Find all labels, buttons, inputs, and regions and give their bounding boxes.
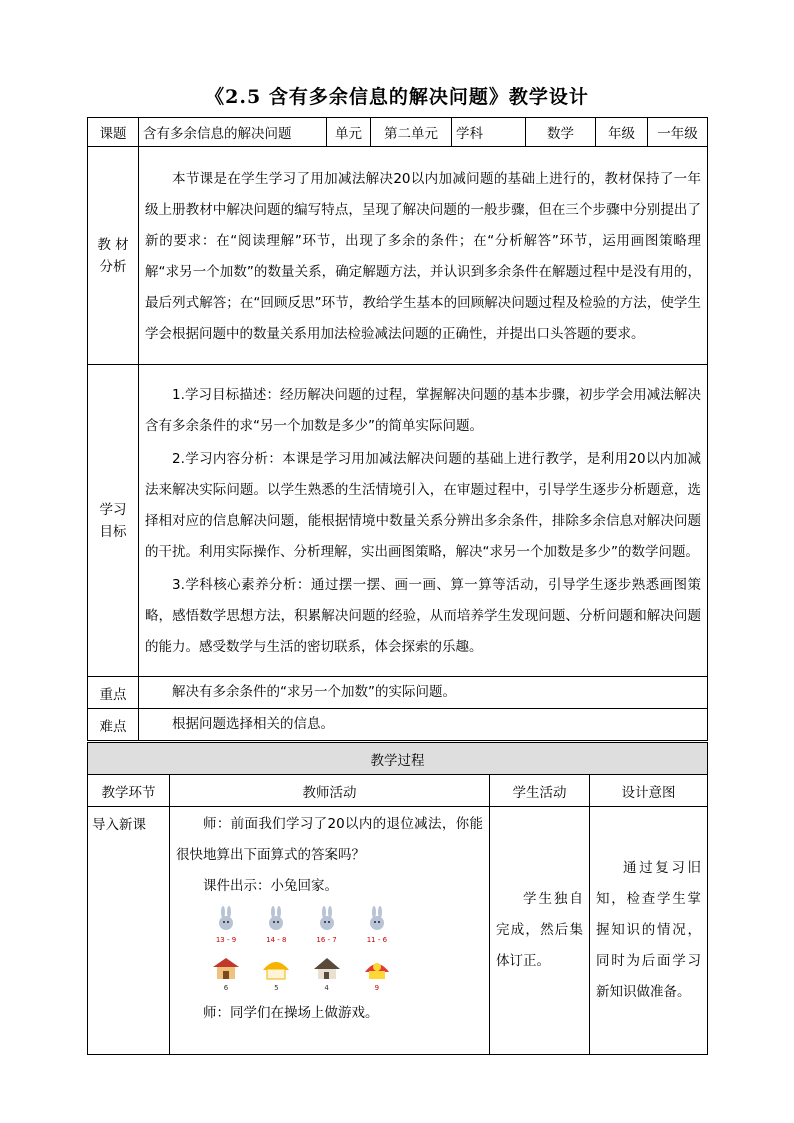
design-text: 通过复习旧知，检查学生掌握知识的情况，同时为后面学习新知识做准备。 <box>596 860 701 1000</box>
rabbit-icon <box>314 906 340 932</box>
student-cell <box>490 807 590 1055</box>
house-card <box>206 956 246 992</box>
teacher-line-3: 师：同学们在操场上做游戏。 <box>203 1005 379 1021</box>
teacher-cell <box>170 807 490 1055</box>
grade-value: 一年级 <box>648 118 708 147</box>
house-label: 5 <box>274 984 279 992</box>
col-design: 设计意图 <box>590 775 708 807</box>
design-cell <box>590 807 708 1055</box>
difficulty-label: 难点 <box>88 709 139 741</box>
subject-value: 数学 <box>526 118 596 147</box>
rabbit-card <box>256 906 296 944</box>
info-table <box>87 117 708 741</box>
col-student: 学生活动 <box>490 775 590 807</box>
house-label: 9 <box>374 984 380 992</box>
rabbit-card <box>206 906 246 944</box>
rabbit-label: 16 - 7 <box>316 936 337 944</box>
col-stage: 教学环节 <box>88 775 170 807</box>
rabbit-label: 13 - 9 <box>215 936 237 944</box>
house-card <box>307 956 347 992</box>
house-icon <box>362 956 392 980</box>
rabbit-icon <box>263 906 289 932</box>
goal-item: 1.学习目标描述：经历解决问题的过程，掌握解决问题的基本步骤，初步学会用减法解决含有多余条件的求“另一个加数是多少”的简单实际问题。 <box>145 387 701 434</box>
rabbit-label: 14 - 8 <box>266 936 287 944</box>
process-header: 教学过程 <box>88 743 708 775</box>
rabbit-card <box>357 906 397 944</box>
course-label: 课题 <box>88 118 139 147</box>
col-teacher: 教师活动 <box>170 775 490 807</box>
key-point-text: 解决有多余条件的“求另一个加数”的实际问题。 <box>139 677 708 709</box>
course-value: 含有多余信息的解决问题 <box>139 118 327 147</box>
house-row <box>170 944 489 994</box>
rabbit-icon <box>364 906 390 932</box>
stage-cell: 导入新课 <box>88 807 170 1055</box>
grade-label: 年级 <box>596 118 648 147</box>
goals-label: 学习 目标 <box>88 365 139 677</box>
unit-label: 单元 <box>327 118 371 147</box>
goals-content <box>139 365 708 677</box>
process-table <box>87 742 708 1055</box>
house-icon <box>211 956 241 980</box>
house-icon <box>261 956 291 980</box>
analysis-text: 本节课是在学生学习了用加减法解决20以内加减问题的基础上进行的，教材保持了一年级上册教材中解决问题的编写特点，呈现了解决问题的一般步骤，但在三个步骤中分别提出了新的要求：在“阅读理解”环节，出现了多余的条件；在“分析解答”环节，运用画图策略理解“求另一个加数”的数量关系，确定解题方法，并认识到多余条件在解题过程中是没有用的，最后列式解答；在“回顾反思”环节，教给学生基本的回顾解决问题过程及检验的方法，使学生学会根据问题中的数量关系用加法检验减法问题的正确性，并提出口头答题的要求。 <box>145 170 701 342</box>
teacher-line-2: 课件出示：小兔回家。 <box>203 878 338 894</box>
goal-item: 3.学科核心素养分析：通过摆一摆、画一画、算一算等活动，引导学生逐步熟悉画图策略，感悟数学思想方法，积累解决问题的经验，从而培养学生发现问题、分析问题和解决问题的能力。感受数学与生活的密切联系，体会探索的乐趣。 <box>145 577 701 655</box>
subject-label: 学科 <box>452 118 526 147</box>
rabbit-row <box>170 902 489 944</box>
analysis-content <box>139 147 708 365</box>
goal-item: 2.学习内容分析：本课是学习用加减法解决问题的基础上进行教学，是利用20以内加减法来解决实际问题。以学生熟悉的生活情境引入，在审题过程中，引导学生逐步分析题意，选择相对应的信息解决问题，能根据情境中数量关系分辨出多余条件，排除多余信息对解决问题的干扰。利用实际操作、分析理解，实出画图策略，解决“求另一个加数是多少”的数学问题。 <box>145 451 701 560</box>
house-label: 4 <box>324 984 329 992</box>
house-icon <box>312 956 342 980</box>
key-point-label: 重点 <box>88 677 139 709</box>
rabbit-label: 11 - 6 <box>366 936 388 944</box>
page-title: 《2.5 含有多余信息的解决问题》教学设计 <box>205 86 589 108</box>
house-card <box>357 956 397 992</box>
rabbit-icon <box>213 906 239 932</box>
student-text: 学生独自完成，然后集体订正。 <box>496 891 583 969</box>
house-card <box>256 956 296 992</box>
difficulty-text: 根据问题选择相关的信息。 <box>139 709 708 741</box>
analysis-label: 教 材 分析 <box>88 147 139 365</box>
unit-value: 第二单元 <box>371 118 452 147</box>
teacher-line-1: 师：前面我们学习了20以内的退位减法，你能很快地算出下面算式的答案吗？ <box>176 816 483 863</box>
house-label: 6 <box>223 984 229 992</box>
rabbit-card <box>307 906 347 944</box>
